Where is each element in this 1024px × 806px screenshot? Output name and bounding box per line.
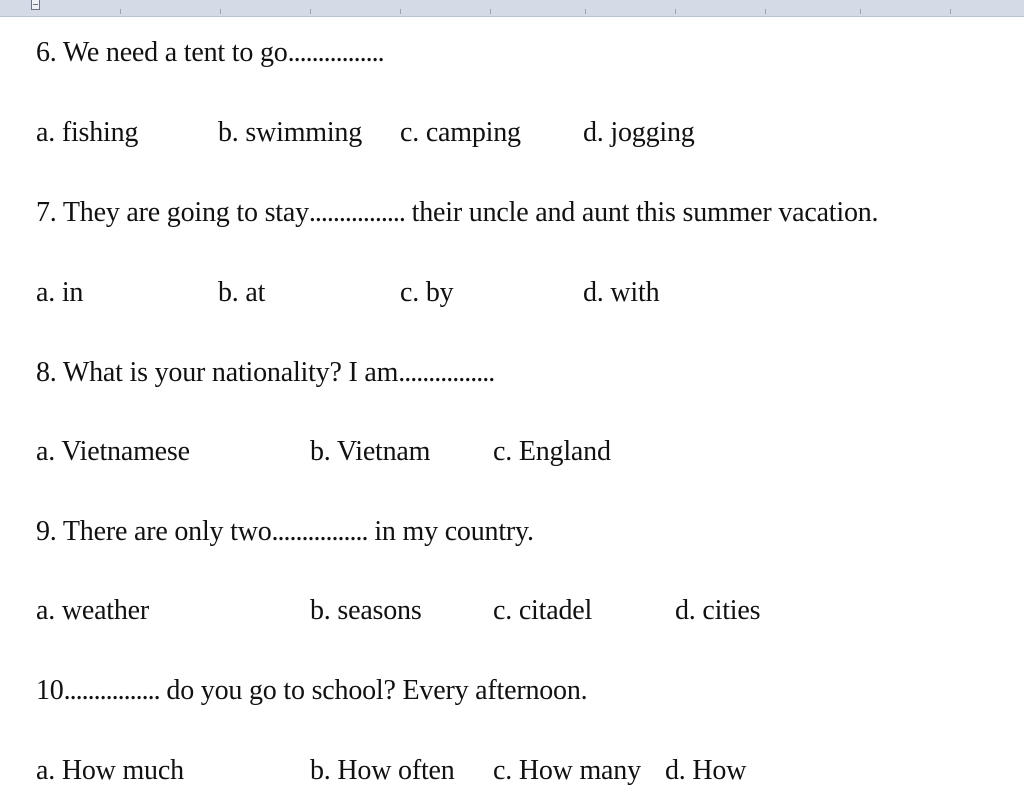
question-10-option-c: c. How many <box>493 755 641 786</box>
question-9-option-a: a. weather <box>36 595 150 626</box>
question-text: 9. There are only two <box>36 516 272 547</box>
ruler-tick <box>120 9 121 14</box>
question-10-option-b: b. How often <box>310 755 455 786</box>
ruler-tick <box>585 9 586 14</box>
indent-marker-icon[interactable] <box>31 0 40 10</box>
question-10-stem <box>36 674 587 708</box>
question-text: in my country. <box>367 516 534 547</box>
answer-blank: ................ <box>63 675 160 706</box>
answer-blank: ................ <box>287 37 384 68</box>
question-6-option-b: b. swimming <box>218 117 363 148</box>
question-10-option-a: a. How much <box>36 755 184 786</box>
question-9-option-c: c. citadel <box>493 595 593 626</box>
ruler-tick <box>860 9 861 14</box>
answer-blank: ................ <box>398 357 495 388</box>
question-6-stem <box>36 36 384 70</box>
question-7-option-c: c. by <box>400 277 454 308</box>
question-6-option-a: a. fishing <box>36 117 139 148</box>
question-7-option-d: d. with <box>583 277 660 308</box>
ruler-tick <box>765 9 766 14</box>
question-text: 10 <box>36 675 64 706</box>
question-text: 6. We need a tent to go <box>36 37 288 68</box>
question-7-option-a: a. in <box>36 277 84 308</box>
question-text: their uncle and aunt this summer vacation. <box>404 197 879 228</box>
ruler-tick <box>950 9 951 14</box>
ruler-tick <box>310 9 311 14</box>
question-text: 8. What is your nationality? I am <box>36 357 399 388</box>
question-7-option-b: b. at <box>218 277 266 308</box>
document-ruler <box>0 0 1024 17</box>
question-8-stem <box>36 356 494 390</box>
question-10-option-d: d. How <box>665 755 747 786</box>
question-text: do you go to school? Every afternoon. <box>159 675 588 706</box>
question-6-option-d: d. jogging <box>583 117 695 148</box>
question-8-option-a: a. Vietnamese <box>36 436 190 467</box>
ruler-tick <box>220 9 221 14</box>
ruler-tick <box>675 9 676 14</box>
question-6-option-c: c. camping <box>400 117 521 148</box>
question-8-option-c: c. England <box>493 436 611 467</box>
ruler-tick <box>400 9 401 14</box>
question-8-option-b: b. Vietnam <box>310 436 431 467</box>
question-9-stem <box>36 515 534 549</box>
question-9-option-d: d. cities <box>675 595 761 626</box>
question-7-stem <box>36 196 878 230</box>
question-text: 7. They are going to stay <box>36 197 309 228</box>
ruler-tick <box>490 9 491 14</box>
question-9-option-b: b. seasons <box>310 595 422 626</box>
answer-blank: ................ <box>271 516 368 547</box>
answer-blank: ................ <box>308 197 405 228</box>
